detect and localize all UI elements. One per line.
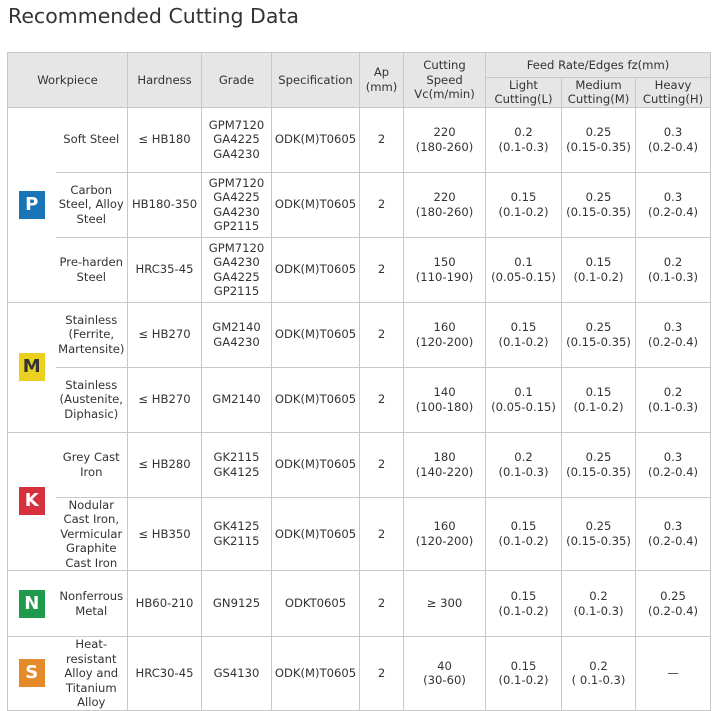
grade-cell [202, 237, 272, 302]
cell-line: (0.2-0.4) [647, 464, 699, 479]
workpiece-cell [56, 571, 128, 637]
cell-line: (0.1-0.3) [498, 139, 549, 154]
cell-line: Nodular [68, 497, 115, 512]
cell-line: 0.1 [514, 255, 533, 269]
medium-cell [562, 432, 636, 497]
cell-line: GP2115 [213, 219, 260, 233]
header-feed-rate: Feed Rate/Edges fz(mm) [486, 53, 711, 78]
hardness-cell: ≤ HB270 [128, 302, 202, 367]
header-grade: Grade [202, 53, 272, 108]
grade-cell [202, 172, 272, 237]
speed-cell [404, 637, 486, 711]
cell-line: (0.1-0.2) [498, 603, 549, 618]
ap-cell: 2 [360, 237, 404, 302]
cell-line: 0.25 [585, 519, 612, 534]
cell-line: 0.2 [514, 450, 533, 464]
heavy-cell [636, 172, 711, 237]
cell-line: 0.2 [514, 125, 533, 139]
material-group-cell [8, 571, 56, 637]
hardness-cell: ≤ HB270 [128, 367, 202, 432]
cell-line: GN9125 [212, 596, 261, 611]
workpiece-cell [56, 497, 128, 571]
speed-cell [404, 172, 486, 237]
light-cell [486, 172, 562, 237]
table-row [8, 172, 711, 237]
light-cell [486, 571, 562, 637]
cell-line: (120-200) [415, 334, 474, 349]
cell-line: (Austenite, [59, 392, 123, 407]
hardness-cell: HB60-210 [128, 571, 202, 637]
cell-line: 0.3 [663, 125, 683, 139]
workpiece-cell [56, 237, 128, 302]
hardness-cell: ≤ HB180 [128, 107, 202, 172]
cell-line: Steel [76, 211, 106, 226]
cell-line: 0.3 [663, 190, 683, 204]
cell-line: Soft Steel [63, 132, 120, 147]
grade-cell [202, 497, 272, 571]
cell-line: 0.3 [663, 450, 683, 464]
ap-cell: 2 [360, 497, 404, 571]
table-row [8, 107, 711, 172]
cell-line: GA4225 [213, 190, 260, 204]
cell-line: GA4230 [213, 334, 260, 349]
cell-line: 0.15 [510, 658, 537, 673]
cell-line: (0.1-0.2) [498, 334, 549, 349]
cell-line: 150 [433, 255, 456, 269]
table-row [8, 432, 711, 497]
medium-cell [562, 237, 636, 302]
header-workpiece: Workpiece [8, 53, 128, 108]
cell-line: (0.2-0.4) [647, 603, 699, 618]
cell-line: (0.2-0.4) [647, 204, 699, 219]
cell-line: 0.25 [585, 320, 612, 334]
cell-line: Martensite) [58, 341, 125, 356]
cell-line: (100-180) [415, 399, 474, 414]
cell-line: GPM7120 [208, 240, 265, 255]
medium-cell [562, 107, 636, 172]
cell-line: Diphasic) [64, 406, 119, 421]
cell-line: Pre-harden [59, 255, 123, 269]
cell-line: GA4225 [213, 269, 260, 284]
grade-cell [202, 302, 272, 367]
speed-cell [404, 497, 486, 571]
cell-line: GP2115 [213, 284, 260, 298]
grade-cell [202, 571, 272, 637]
header-light-cutting: Light Cutting(L) [486, 77, 562, 107]
hardness-cell: ≤ HB350 [128, 497, 202, 571]
cell-line: Steel, Alloy [58, 197, 124, 212]
table-row [8, 497, 711, 571]
cell-line: (Ferrite, [68, 327, 115, 342]
cell-line: Titanium [65, 680, 117, 695]
medium-cell [562, 172, 636, 237]
cell-line: 220 [433, 190, 456, 204]
header-heavy-cutting: Heavy Cutting(H) [636, 77, 711, 107]
cell-line: GPM7120 [208, 117, 265, 132]
cell-line: 0.2 [663, 255, 683, 269]
cell-line: GPM7120 [208, 175, 265, 190]
cell-line: (0.1-0.2) [573, 399, 624, 414]
cell-line: (0.1-0.3) [573, 603, 624, 618]
medium-cell [562, 497, 636, 571]
heavy-cell [636, 497, 711, 571]
cell-line: Grey Cast [62, 450, 120, 464]
grade-cell [202, 637, 272, 711]
heavy-cell [636, 637, 711, 711]
cell-line: 0.2 [589, 589, 608, 603]
ap-cell: 2 [360, 571, 404, 637]
cell-line: 0.2 [589, 658, 608, 673]
speed-cell [404, 237, 486, 302]
cell-line: 40 [437, 658, 452, 673]
grade-cell [202, 107, 272, 172]
cell-line: ( 0.1-0.3) [571, 673, 626, 688]
cell-line: GA4230 [213, 204, 260, 219]
cell-line: (0.2-0.4) [647, 533, 699, 548]
cell-line: GA4230 [213, 255, 260, 269]
cell-line: 0.15 [510, 519, 537, 534]
material-group-badge: M [19, 353, 45, 381]
cell-line: (0.15-0.35) [566, 139, 631, 154]
cell-line: 0.25 [585, 190, 612, 204]
cell-line: GA4230 [213, 146, 260, 161]
cell-line: 0.15 [510, 320, 537, 334]
grade-cell [202, 367, 272, 432]
cell-line: Cast Iron [65, 555, 118, 570]
hardness-cell: HB180-350 [128, 172, 202, 237]
material-group-badge: N [19, 590, 45, 618]
cell-line: 180 [433, 450, 456, 464]
cell-line: 220 [433, 125, 456, 139]
medium-cell [562, 571, 636, 637]
header-specification: Specification [272, 53, 360, 108]
header-medium-cutting: Medium Cutting(M) [562, 77, 636, 107]
workpiece-cell [56, 302, 128, 367]
light-cell [486, 432, 562, 497]
cell-line: GM2140 [212, 392, 261, 407]
cell-line: GK4125 [213, 519, 260, 534]
cell-line: Alloy [77, 695, 106, 709]
light-cell [486, 107, 562, 172]
table-row [8, 237, 711, 302]
cell-line: (0.15-0.35) [566, 334, 631, 349]
heavy-cell [636, 237, 711, 302]
material-group-badge: K [19, 487, 45, 515]
material-group-cell [8, 637, 56, 711]
cell-line: (0.15-0.35) [566, 204, 631, 219]
workpiece-cell [56, 637, 128, 711]
cell-line: (0.1-0.2) [573, 269, 624, 284]
specification-cell: ODK(M)T0605 [272, 367, 360, 432]
cell-line: 140 [433, 385, 456, 399]
cell-line: (0.1-0.2) [498, 673, 549, 688]
light-cell [486, 367, 562, 432]
cell-line: Heat- [75, 637, 108, 651]
speed-cell [404, 432, 486, 497]
material-group-badge: P [19, 191, 45, 219]
cell-line: (0.15-0.35) [566, 533, 631, 548]
workpiece-cell [56, 107, 128, 172]
table-body [8, 107, 711, 710]
cell-line: Vermicular [60, 526, 123, 541]
cell-line: (120-200) [415, 533, 474, 548]
table-row [8, 367, 711, 432]
material-group-badge: S [19, 659, 45, 687]
ap-cell: 2 [360, 172, 404, 237]
material-group-cell [8, 302, 56, 432]
material-group-cell [8, 432, 56, 571]
cell-line: Nonferrous [59, 589, 124, 603]
cell-line: (30-60) [423, 673, 466, 688]
cell-line: (0.1-0.3) [498, 464, 549, 479]
hardness-cell: HRC35-45 [128, 237, 202, 302]
cell-line: 0.2 [663, 385, 683, 399]
cell-line: Stainless [65, 312, 118, 327]
cell-line: 0.3 [663, 320, 683, 334]
table-row [8, 302, 711, 367]
cell-line: 0.25 [585, 450, 612, 464]
cell-line: (180-260) [415, 139, 474, 154]
cell-line: (0.1-0.2) [498, 533, 549, 548]
cell-line: (140-220) [415, 464, 474, 479]
cell-line: — [667, 666, 679, 680]
cell-line: Cast Iron, [63, 512, 120, 526]
grade-cell [202, 432, 272, 497]
medium-cell [562, 367, 636, 432]
cell-line: (180-260) [415, 204, 474, 219]
light-cell [486, 637, 562, 711]
cell-line: 160 [433, 320, 456, 334]
speed-cell [404, 107, 486, 172]
light-cell [486, 302, 562, 367]
header-ap: Ap (mm) [360, 53, 404, 108]
speed-cell [404, 367, 486, 432]
cell-line: (110-190) [415, 269, 474, 284]
cell-line: 160 [433, 519, 456, 534]
cell-line: (0.05-0.15) [491, 269, 556, 284]
hardness-cell: HRC30-45 [128, 637, 202, 711]
cell-line: resistant [66, 651, 117, 666]
cell-line: 0.1 [514, 385, 533, 399]
workpiece-cell [56, 367, 128, 432]
light-cell [486, 237, 562, 302]
cell-line: 0.25 [585, 125, 612, 139]
specification-cell: ODK(M)T0605 [272, 302, 360, 367]
cell-line: (0.2-0.4) [647, 334, 699, 349]
ap-cell: 2 [360, 367, 404, 432]
table-row [8, 571, 711, 637]
ap-cell: 2 [360, 302, 404, 367]
cell-line: (0.1-0.3) [647, 269, 699, 284]
cell-line: 0.3 [663, 519, 683, 534]
cell-line: Stainless [65, 377, 118, 392]
cell-line: GS4130 [213, 666, 260, 680]
ap-cell: 2 [360, 432, 404, 497]
cell-line: (0.05-0.15) [491, 399, 556, 414]
light-cell [486, 497, 562, 571]
cell-line: Steel [76, 269, 106, 284]
cell-line: GK4125 [213, 464, 260, 479]
cell-line: Graphite [66, 541, 117, 555]
cell-line: GM2140 [212, 320, 261, 334]
hardness-cell: ≤ HB280 [128, 432, 202, 497]
page-title: Recommended Cutting Data [8, 4, 299, 28]
heavy-cell [636, 367, 711, 432]
specification-cell: ODK(M)T0605 [272, 637, 360, 711]
cell-line: (0.2-0.4) [647, 139, 699, 154]
cell-line: 0.15 [510, 190, 537, 204]
cell-line: ≥ 300 [426, 596, 463, 611]
cell-line: 0.15 [510, 589, 537, 603]
speed-cell [404, 571, 486, 637]
cell-line: (0.15-0.35) [566, 464, 631, 479]
header-cutting-speed: Cutting Speed Vc(m/min) [404, 53, 486, 108]
specification-cell: ODKT0605 [272, 571, 360, 637]
heavy-cell [636, 107, 711, 172]
cell-line: Alloy and [64, 666, 119, 680]
workpiece-cell [56, 432, 128, 497]
workpiece-cell [56, 172, 128, 237]
ap-cell: 2 [360, 637, 404, 711]
heavy-cell [636, 432, 711, 497]
cell-line: 0.15 [585, 255, 612, 269]
cutting-data-table [7, 52, 711, 711]
heavy-cell [636, 571, 711, 637]
cell-line: (0.1-0.3) [647, 399, 699, 414]
table-row [8, 637, 711, 711]
cell-line: 0.15 [585, 385, 612, 399]
cell-line: GK2115 [213, 450, 260, 464]
cell-line: Metal [75, 603, 108, 618]
specification-cell: ODK(M)T0605 [272, 172, 360, 237]
specification-cell: ODK(M)T0605 [272, 237, 360, 302]
specification-cell: ODK(M)T0605 [272, 497, 360, 571]
ap-cell: 2 [360, 107, 404, 172]
cell-line: GK2115 [213, 533, 260, 548]
cell-line: 0.25 [660, 589, 686, 603]
specification-cell: ODK(M)T0605 [272, 107, 360, 172]
medium-cell [562, 637, 636, 711]
cell-line: Carbon [70, 182, 113, 197]
medium-cell [562, 302, 636, 367]
specification-cell: ODK(M)T0605 [272, 432, 360, 497]
material-group-cell [8, 107, 56, 302]
heavy-cell [636, 302, 711, 367]
cell-line: (0.1-0.2) [498, 204, 549, 219]
header-hardness: Hardness [128, 53, 202, 108]
speed-cell [404, 302, 486, 367]
cell-line: Iron [80, 464, 103, 479]
cell-line: GA4225 [213, 132, 260, 147]
